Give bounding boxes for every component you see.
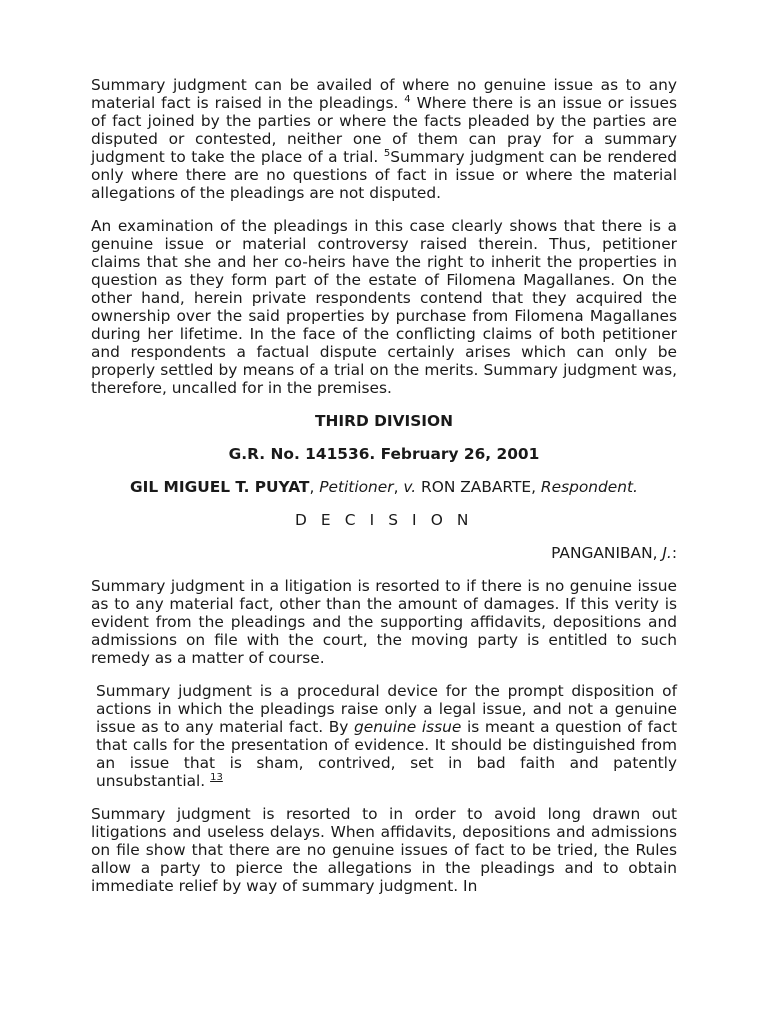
petitioner-name: GIL MIGUEL T. PUYAT: [130, 478, 310, 496]
document-page: [91, 76, 677, 910]
respondent-name: RON ZABARTE: [421, 478, 532, 496]
ponente-title: J.: [662, 544, 672, 562]
case-number-heading: G.R. No. 141536. February 26, 2001: [228, 445, 540, 463]
footnote-ref[interactable]: 5: [383, 148, 391, 159]
emphasis-genuine-issue: genuine issue: [354, 718, 462, 736]
respondent-role: Respondent.: [540, 478, 638, 496]
paragraph-text: is meant a question of fact that calls for the presentation of evidence. It should be distinguished from an issue that is sham, contrived, set in bad faith and patently unsubstantial.: [96, 718, 677, 790]
paragraph-text: Summary judgment can be rendered only where there are no questions of fact in issue or where the material allegations of the pleadings are not disputed.: [91, 148, 677, 202]
paragraph-summary-judgment-availed: [91, 76, 677, 202]
versus-label: v.: [403, 478, 417, 496]
paragraph-procedural-device: [91, 682, 677, 790]
paragraph-avoid-long-litigation: Summary judgment is resorted to in order to avoid long drawn out litigations and useless delays. When affidavits, depositions and admissions on file show that there are no genuine issues of fact to be tried, the Rules allow a party to pierce the allegations in the pleadings and to obtain immediate relief by way of summary judgment. In: [91, 805, 677, 895]
footnote-ref[interactable]: 4: [404, 94, 411, 105]
paragraph-examination-of-pleadings: An examination of the pleadings in this case clearly shows that there is a genuine issue or material controversy raised therein. Thus, petitioner claims that she and her co-heirs have the right to inherit the properties in question as they form part of the estate of Filomena Magallanes. On the other hand, herein private respondents contend that they acquired the ownership over the said properties by purchase from Filomena Magallanes during her lifetime. In the face of the conflicting claims of both petitioner and respondents a factual dispute certainly arises which can only be properly settled by means of a trial on the merits. Summary judgment was, therefore, uncalled for in the premises.: [91, 217, 677, 397]
petitioner-role: Petitioner: [319, 478, 394, 496]
decision-heading: D E C I S I O N: [294, 511, 474, 529]
paragraph-summary-judgment-litigation: Summary judgment in a litigation is resorted to if there is no genuine issue as to any material fact, other than the amount of damages. If this verity is evident from the pleadings and the supporting affidavits, depositions and admissions on file with the court, the moving party is entitled to such remedy as a matter of course.: [91, 577, 677, 667]
footnote-link[interactable]: 13: [210, 772, 223, 783]
case-parties: GIL MIGUEL T. PUYAT, Petitioner, v. RON ZABARTE, Respondent.: [130, 478, 638, 496]
paragraph-text: Where there is an issue or issues of fact joined by the parties or where the facts pleaded by the parties are disputed or contested, neither one of them can pray for a summary judgment to take the place of a trial.: [91, 94, 677, 166]
ponente-name: PANGANIBAN,: [551, 544, 663, 562]
paragraph-text: Summary judgment can be availed of where no genuine issue as to any material fact is raised in the pleadings.: [91, 76, 677, 112]
division-heading: THIRD DIVISION: [314, 412, 453, 430]
ponente-line: PANGANIBAN, J.:: [551, 544, 677, 562]
paragraph-text: Summary judgment is a procedural device for the prompt disposition of actions in which the pleadings raise only a legal issue, and not a genuine issue as to any material fact. By: [96, 682, 677, 736]
